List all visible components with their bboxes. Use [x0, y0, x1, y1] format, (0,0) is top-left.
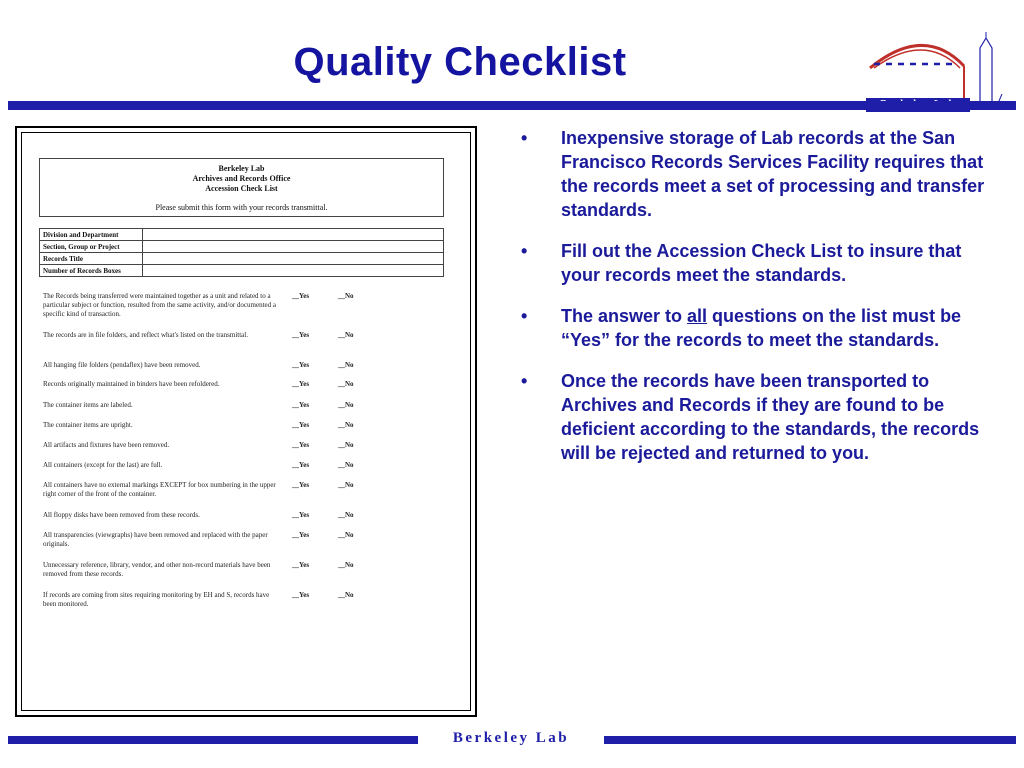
- yes-option: __Yes: [292, 561, 310, 569]
- bullet-item: [515, 126, 995, 222]
- question-text: Records originally maintained in binders have been refoldered.: [43, 380, 220, 388]
- info-label: Number of Records Boxes: [40, 265, 143, 277]
- bullet-item: [515, 369, 995, 465]
- bullet-dot: •: [521, 241, 528, 261]
- no-option: __No: [338, 331, 354, 339]
- info-label: Section, Group or Project: [40, 241, 143, 253]
- footer-bar-left: [8, 736, 418, 744]
- slide-title: Quality Checklist: [293, 40, 627, 84]
- info-row: [40, 229, 444, 241]
- no-option: __No: [338, 421, 354, 429]
- yes-option: __Yes: [292, 361, 310, 369]
- bullet-dot: •: [521, 128, 528, 148]
- yes-option: __Yes: [292, 292, 310, 300]
- question-text: The container items are labeled.: [43, 401, 133, 409]
- info-value-cell: [143, 229, 444, 241]
- question-text: The records are in file folders, and reflect what's listed on the transmittal.: [43, 331, 248, 339]
- bullet-dot: •: [521, 306, 528, 326]
- no-option: __No: [338, 401, 354, 409]
- footer-bar-right: [604, 736, 1016, 744]
- yes-option: __Yes: [292, 380, 310, 388]
- yes-option: __Yes: [292, 481, 310, 489]
- bullet-list: [515, 126, 995, 482]
- no-option: __No: [338, 461, 354, 469]
- bullet-dot: •: [521, 371, 528, 391]
- question-text: All artifacts and fixtures have been removed.: [43, 441, 170, 449]
- info-label: Division and Department: [40, 229, 143, 241]
- bullet-text-suffix: questions on the list must be “Yes” for the records to meet the standards.: [561, 306, 962, 350]
- no-option: __No: [338, 481, 354, 489]
- bullet-item: [515, 239, 995, 287]
- bullet-text: Inexpensive storage of Lab records at the San Francisco Records Services Facility requires that the records meet a set of processing and transfer standards.: [561, 128, 985, 220]
- yes-option: __Yes: [292, 461, 310, 469]
- info-value-cell: [143, 241, 444, 253]
- bullet-text-prefix: The answer to: [561, 306, 688, 326]
- no-option: __No: [338, 561, 354, 569]
- info-row: [40, 241, 444, 253]
- form-info-table: [39, 228, 444, 277]
- bullet-text: Fill out the Accession Check List to insure that your records meet the standards.: [561, 241, 962, 285]
- info-row: [40, 265, 444, 277]
- question-text: All floppy disks have been removed from these records.: [43, 511, 200, 519]
- form-header-line: Accession Check List: [205, 184, 278, 193]
- no-option: __No: [338, 591, 354, 599]
- yes-option: __Yes: [292, 331, 310, 339]
- no-option: __No: [338, 511, 354, 519]
- footer-wordmark: Berkeley Lab: [452, 730, 570, 746]
- yes-option: __Yes: [292, 531, 310, 539]
- no-option: __No: [338, 441, 354, 449]
- question-text: All hanging file folders (pendaflex) have been removed.: [43, 361, 201, 369]
- yes-option: __Yes: [292, 421, 310, 429]
- question-text: The Records being transferred were maintained together as a unit and related to a particular subject or function, resulted from the same activity, and/or documented a specific kind of transaction.: [43, 292, 276, 318]
- form-header-line: Archives and Records Office: [192, 174, 291, 183]
- bullet-item: [515, 304, 995, 352]
- yes-option: __Yes: [292, 591, 310, 599]
- question-text: The container items are upright.: [43, 421, 133, 429]
- bullet-text: Once the records have been transported to Archives and Records if they are found to be deficient according to the standards, the records will be rejected and returned to you.: [561, 371, 980, 463]
- form-header-line: Berkeley Lab: [218, 164, 265, 173]
- yes-option: __Yes: [292, 441, 310, 449]
- no-option: __No: [338, 292, 354, 300]
- info-value-cell: [143, 265, 444, 277]
- no-option: __No: [338, 361, 354, 369]
- question-text: If records are coming from sites requiring monitoring by EH and S, records have been monitored.: [43, 591, 270, 608]
- info-row: [40, 253, 444, 265]
- form-header-box: [39, 158, 444, 217]
- question-text: Unnecessary reference, library, vendor, and other non-record materials have been removed from these records.: [43, 561, 271, 578]
- yes-option: __Yes: [292, 511, 310, 519]
- info-value-cell: [143, 253, 444, 265]
- question-text: All containers have no external markings EXCEPT for box numbering in the upper right corner of the front of the container.: [43, 481, 276, 498]
- question-text: All containers (except for the last) are full.: [43, 461, 163, 469]
- bullet-emphasis: all: [687, 306, 708, 326]
- question-text: All transparencies (viewgraphs) have been removed and replaced with the paper originals.: [43, 531, 268, 548]
- yes-option: __Yes: [292, 401, 310, 409]
- accession-check-list-form: [15, 126, 477, 717]
- top-accent-bar: [8, 101, 1016, 110]
- form-instruction: Please submit this form with your records transmittal.: [155, 203, 328, 212]
- no-option: __No: [338, 531, 354, 539]
- no-option: __No: [338, 380, 354, 388]
- info-label: Records Title: [40, 253, 143, 265]
